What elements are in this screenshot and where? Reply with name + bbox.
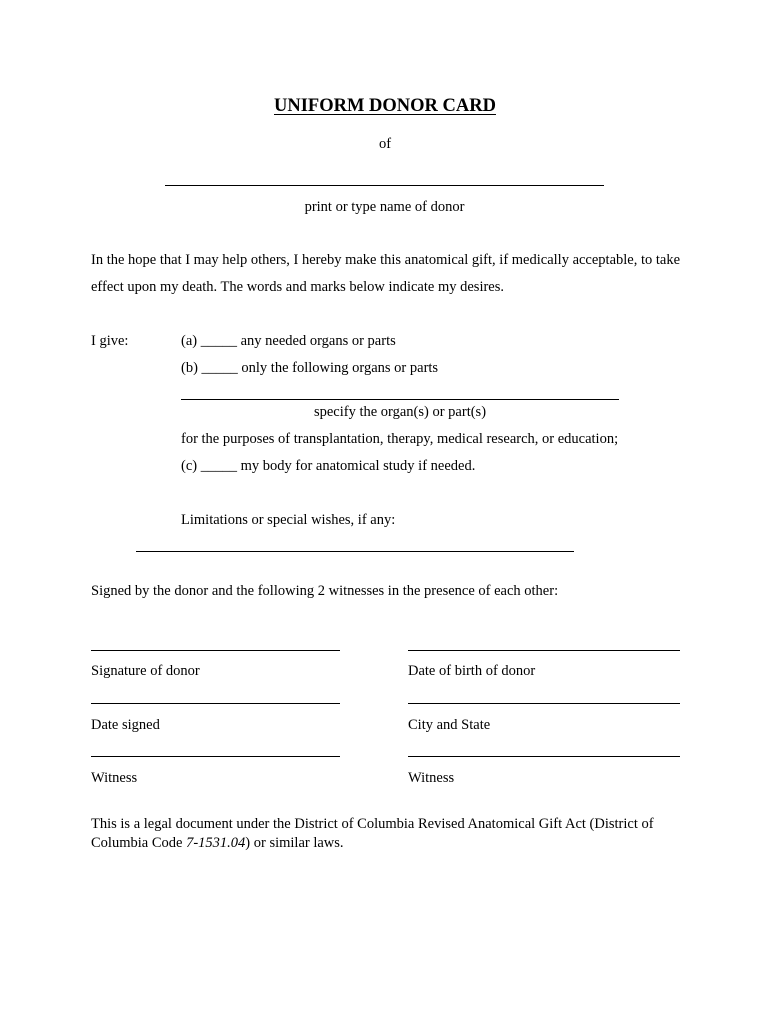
- witness-1-label: Witness: [91, 770, 138, 786]
- option-b[interactable]: (b) _____ only the following organs or parts: [181, 360, 439, 376]
- witness-2-line[interactable]: [408, 756, 680, 757]
- of-label: of: [378, 136, 392, 152]
- intro-paragraph: In the hope that I may help others, I hereby make this anatomical gift, if medically acceptable, to take effect upon my death. The words and marks below indicate my desires.: [91, 252, 681, 295]
- signature-of-donor-label: Signature of donor: [91, 663, 200, 679]
- limitations-label: Limitations or special wishes, if any:: [181, 512, 396, 528]
- legal-code: 7-1531.04: [186, 835, 246, 851]
- date-of-birth-label: Date of birth of donor: [408, 663, 536, 679]
- date-signed-label: Date signed: [91, 717, 160, 733]
- date-signed-line[interactable]: [91, 703, 340, 704]
- option-a[interactable]: (a) _____ any needed organs or parts: [181, 333, 396, 349]
- donor-name-line[interactable]: [165, 185, 604, 186]
- legal-notice-end: ) or similar laws.: [245, 835, 344, 851]
- city-state-line[interactable]: [408, 703, 680, 704]
- specify-caption: specify the organ(s) or part(s): [313, 404, 487, 420]
- donor-name-caption: print or type name of donor: [304, 199, 465, 215]
- page-title: UNIFORM DONOR CARD: [274, 96, 496, 116]
- legal-notice: [91, 815, 691, 853]
- city-state-label: City and State: [408, 717, 491, 733]
- give-label: I give:: [91, 333, 129, 349]
- legal-notice-text: This is a legal document under the District of Columbia Revised Anatomical Gift Act (District of Columbia Code: [91, 816, 654, 851]
- signature-of-donor-line[interactable]: [91, 650, 340, 651]
- option-c[interactable]: (c) _____ my body for anatomical study if needed.: [181, 458, 476, 474]
- specify-organs-line[interactable]: [181, 399, 619, 400]
- purposes-text: for the purposes of transplantation, therapy, medical research, or education;: [181, 431, 619, 447]
- limitations-line[interactable]: [136, 551, 574, 552]
- date-of-birth-line[interactable]: [408, 650, 680, 651]
- witness-2-label: Witness: [408, 770, 455, 786]
- witness-1-line[interactable]: [91, 756, 340, 757]
- signed-by-text: Signed by the donor and the following 2 witnesses in the presence of each other:: [91, 583, 559, 599]
